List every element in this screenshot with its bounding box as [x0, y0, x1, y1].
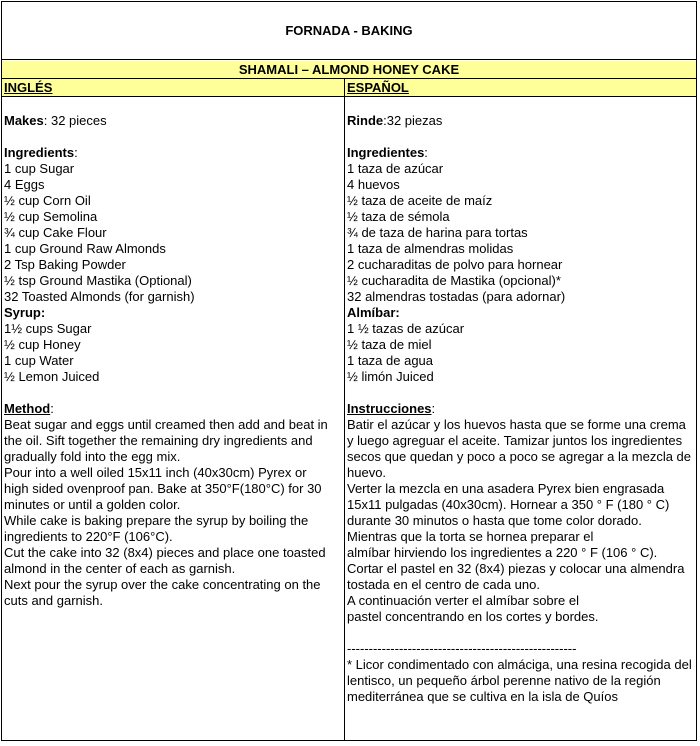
method-step: A continuación verter el almíbar sobre el: [347, 593, 579, 608]
method-step: Mientras que la torta se hornea preparar el: [347, 529, 594, 544]
method-step: almíbar hirviendo los ingredientes a 220 ° F (106 ° C).: [347, 545, 658, 560]
ingredient-item: 32 almendras tostadas (para adornar): [347, 289, 566, 304]
syrup-label: Almíbar:: [347, 305, 400, 320]
footnote: * Licor condimentado con almáciga, una resina recogida del lentisco, un pequeño árbol perenne nativo de la región mediterránea que se cultiva en la isla de Quíos: [347, 657, 692, 704]
footnote-separator: -----------------------------------------------------: [347, 641, 577, 656]
ingredient-item: ½ taza de aceite de maíz: [347, 193, 493, 208]
ingredient-item: 1 cup Ground Raw Almonds: [4, 241, 166, 256]
ingredient-item: ½ cup Semolina: [4, 209, 98, 224]
syrup-item: 1½ cups Sugar: [4, 321, 92, 336]
method-step: Beat sugar and eggs until creamed then add and beat in the oil. Sift together the remaining dry ingredients and gradually fold into the egg mix.: [4, 417, 328, 464]
makes-label: Makes: [4, 113, 44, 128]
english-column: [2, 79, 345, 740]
makes-line: [347, 113, 696, 129]
ingredient-item: ½ taza de sémola: [347, 209, 450, 224]
ingredient-item: ½ tsp Ground Mastika (Optional): [4, 273, 192, 288]
syrup-item: 1 ½ tazas de azúcar: [347, 321, 465, 336]
method-step: Verter la mezcla en una asadera Pyrex bien engrasada 15x11 pulgadas (40x30cm). Hornear a 350 ° F (180 ° C) durante 30 minutos o hasta que tome color dorado.: [347, 481, 670, 528]
method-label: Method: [4, 401, 51, 416]
method-step: Next pour the syrup over the cake concentrating on the cuts and garnish.: [4, 577, 321, 608]
syrup-item: ½ limón Juiced: [347, 369, 434, 384]
method-label: Instrucciones: [347, 401, 432, 416]
method-step: While cake is baking prepare the syrup by boiling the ingredients to 220°F (106°C).: [4, 513, 309, 544]
makes-value: : 32 pieces: [43, 113, 107, 128]
ingredient-item: 4 huevos: [347, 177, 400, 192]
ingredients-label: Ingredients: [4, 145, 75, 160]
ingredient-item: 32 Toasted Almonds (for garnish): [4, 289, 195, 304]
ingredient-item: ½ cup Corn Oil: [4, 193, 91, 208]
ingredients-label: Ingredientes: [347, 145, 425, 160]
spanish-header: ESPAÑOL: [345, 79, 696, 97]
ingredients-heading: Ingredients:: [4, 145, 78, 160]
ingredient-item: ½ cucharadita de Mastika (opcional)*: [347, 273, 561, 288]
method-heading: Method:: [4, 401, 54, 416]
syrup-item: 1 taza de agua: [347, 353, 434, 368]
ingredient-item: 4 Eggs: [4, 177, 45, 192]
syrup-item: ½ Lemon Juiced: [4, 369, 100, 384]
ingredient-item: 1 taza de almendras molidas: [347, 241, 514, 256]
syrup-item: ½ taza de miel: [347, 337, 432, 352]
syrup-label: Syrup:: [4, 305, 46, 320]
makes-value: :32 piezas: [383, 113, 443, 128]
recipe-title: SHAMALI – ALMOND HONEY CAKE: [2, 61, 696, 79]
syrup-item: ½ cup Honey: [4, 337, 81, 352]
recipe-sheet: [1, 1, 697, 741]
spanish-column: [345, 79, 696, 740]
ingredient-item: ¾ de taza de harina para tortas: [347, 225, 528, 240]
english-header: INGLÉS: [2, 79, 344, 97]
ingredients-heading: Ingredientes:: [347, 145, 428, 160]
syrup-item: 1 cup Water: [4, 353, 74, 368]
method-step: Cut the cake into 32 (8x4) pieces and place one toasted almond in the center of each as garnish.: [4, 545, 326, 576]
method-heading: Instrucciones:: [347, 401, 436, 416]
ingredient-item: 1 cup Sugar: [4, 161, 75, 176]
ingredient-item: ¾ cup Cake Flour: [4, 225, 107, 240]
method-step: Cortar el pastel en 32 (8x4) piezas y colocar una almendra tostada en el centro de cada uno.: [347, 561, 685, 592]
method-step: pastel concentrando en los cortes y bordes.: [347, 609, 599, 624]
ingredient-item: 1 taza de azúcar: [347, 161, 444, 176]
makes-line: [4, 113, 344, 129]
ingredient-item: 2 cucharaditas de polvo para hornear: [347, 257, 563, 272]
page-title: FORNADA - BAKING: [2, 2, 696, 60]
method-step: Pour into a well oiled 15x11 inch (40x30cm) Pyrex or high sided ovenproof pan. Bake at 350°F(180°C) for 30 minutes or until a golden color.: [4, 465, 322, 512]
ingredient-item: 2 Tsp Baking Powder: [4, 257, 126, 272]
method-step: Batir el azúcar y los huevos hasta que se forme una crema y luego agreguar el aceite. Tamizar juntos los ingredientes secos que quedan y poco a poco se agregar a la mezcla de huevo.: [347, 417, 692, 480]
makes-label: Rinde: [347, 113, 384, 128]
